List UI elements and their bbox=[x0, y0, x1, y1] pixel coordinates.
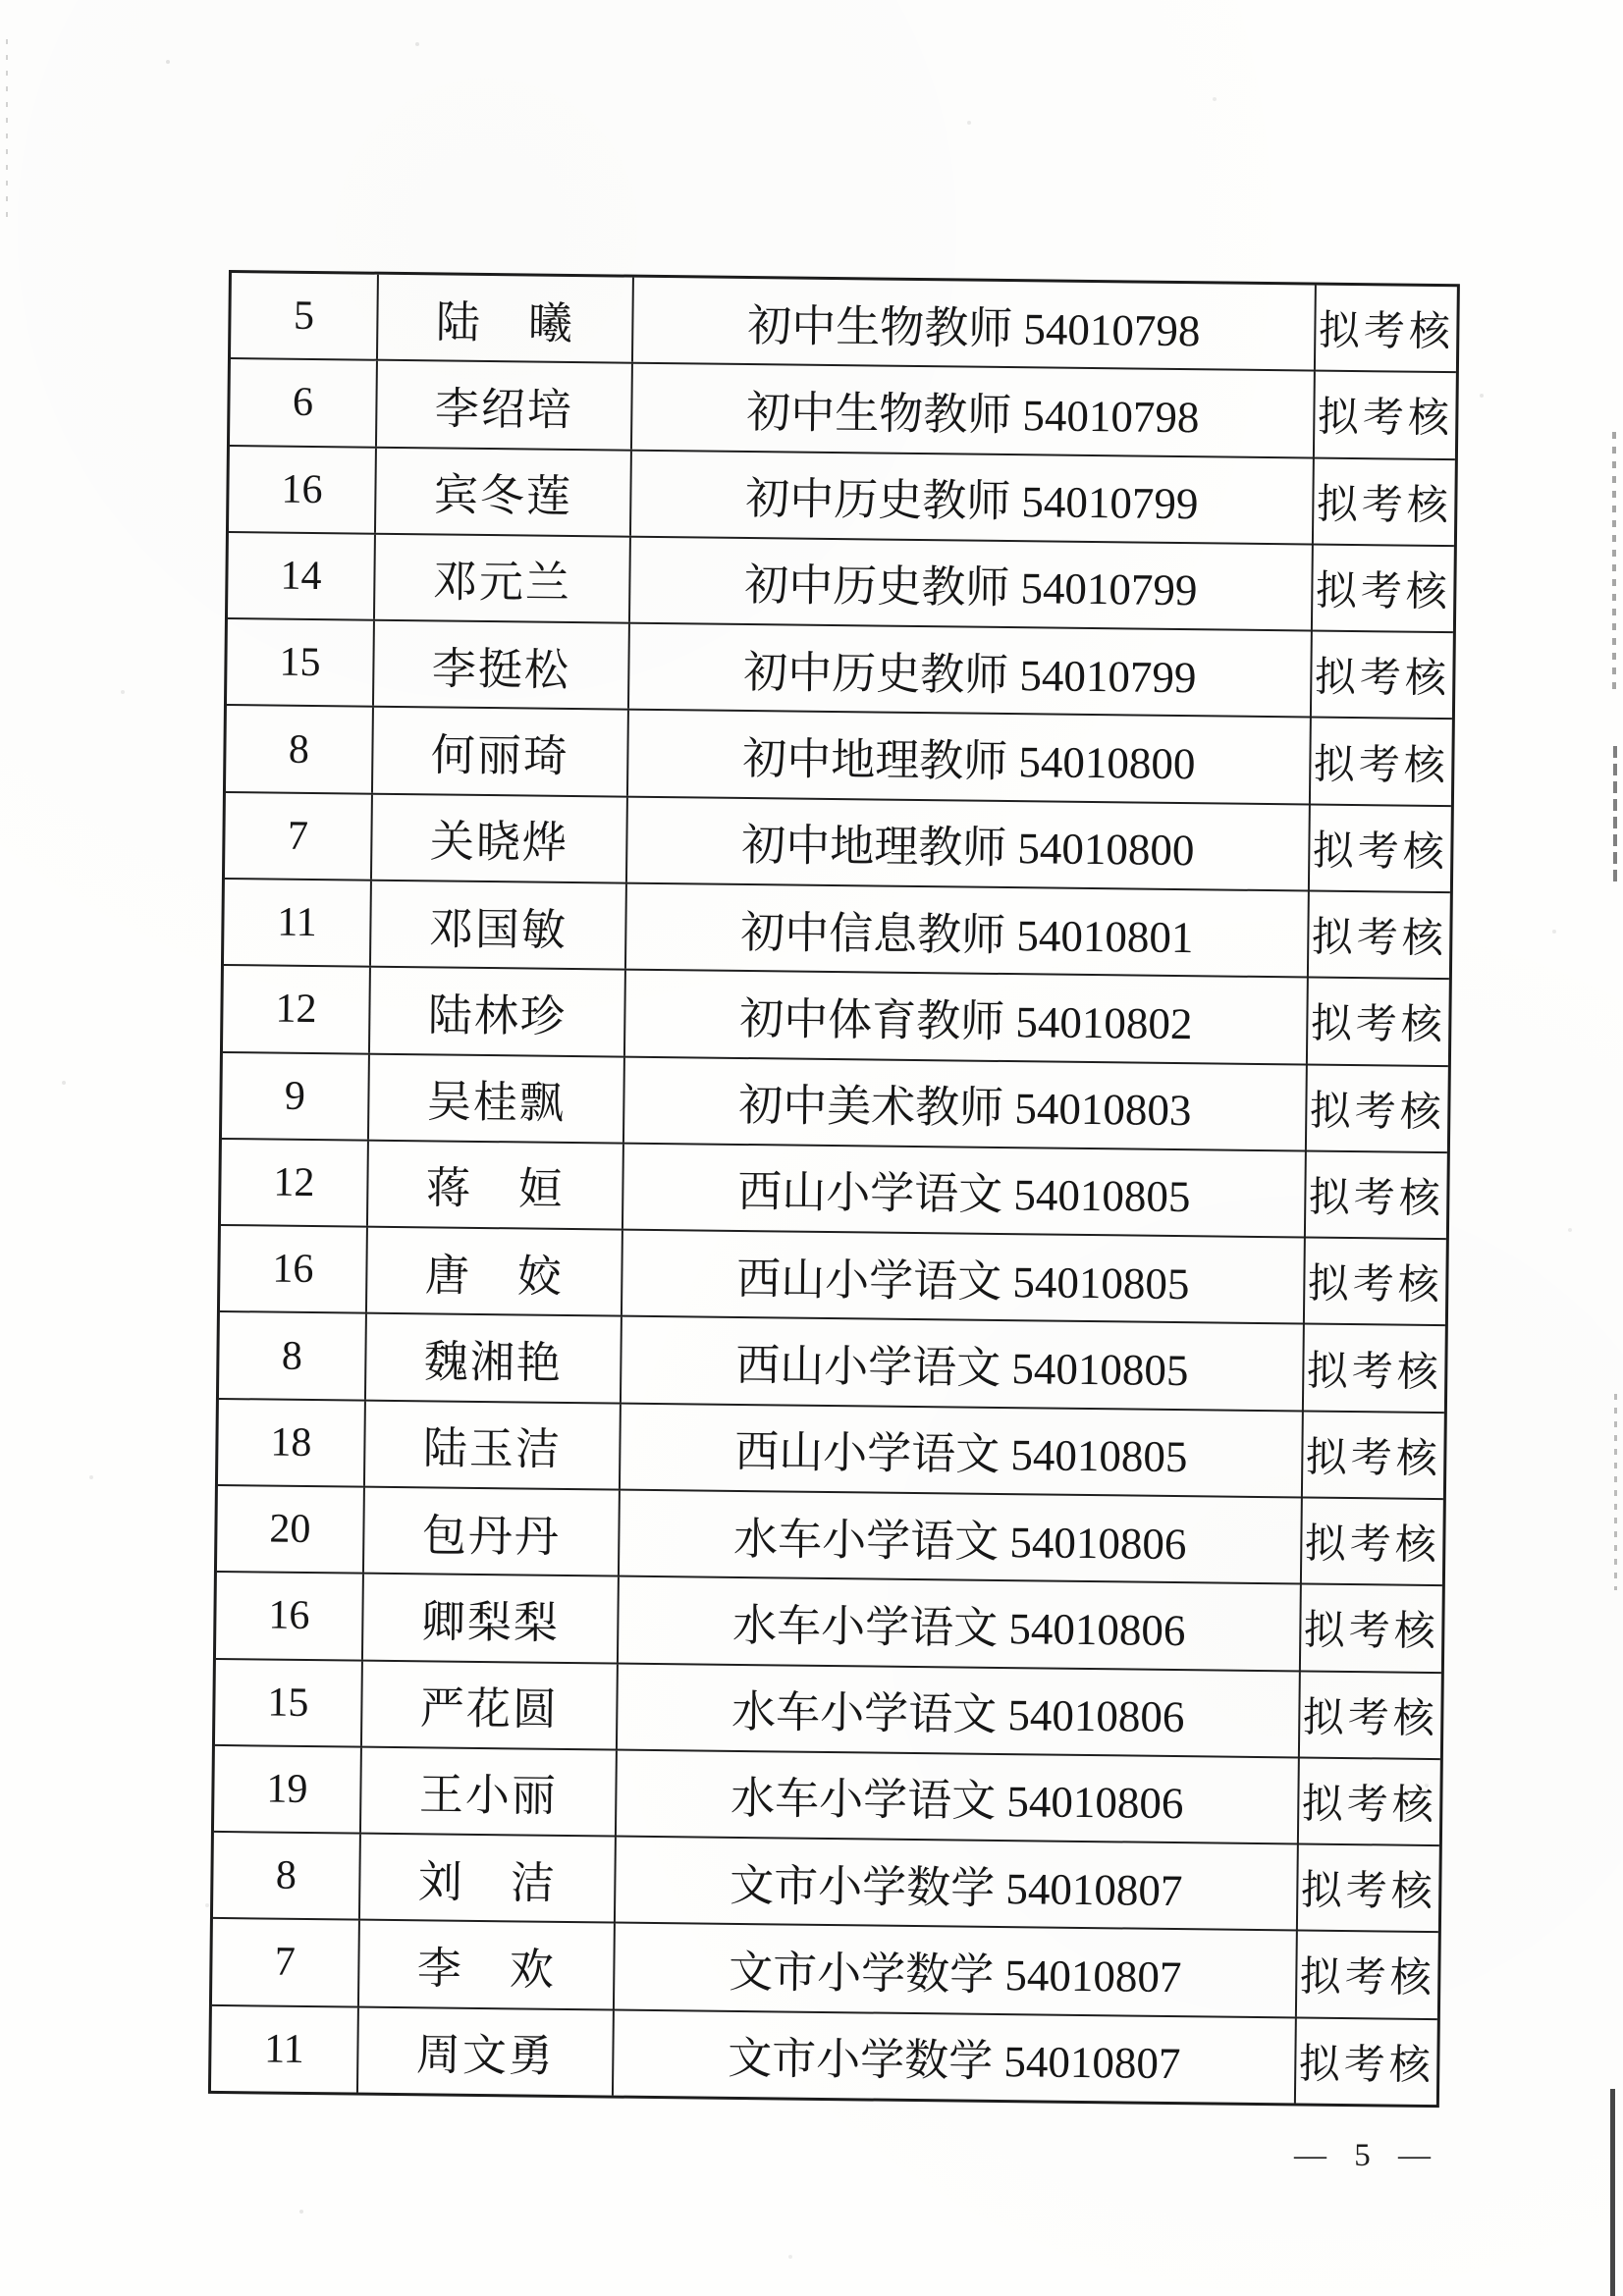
cell-rank: 16 bbox=[281, 466, 323, 512]
scan-artifact-right-dashes bbox=[1613, 746, 1617, 883]
cell-status: 拟考核 bbox=[1302, 1325, 1445, 1412]
cell-name: 包丹丹 bbox=[362, 1488, 619, 1575]
cell-name: 王小丽 bbox=[359, 1747, 616, 1835]
table-row bbox=[211, 2004, 1437, 2105]
cell-name: 李绍培 bbox=[375, 361, 631, 449]
cell-status: 拟考核 bbox=[1305, 1065, 1448, 1151]
cell-status: 拟考核 bbox=[1296, 1845, 1439, 1932]
scan-artifact-right-dashes bbox=[1614, 1394, 1617, 1590]
page-number: — 5 — bbox=[1294, 2138, 1440, 2173]
cell-name: 吴桂飘 bbox=[367, 1054, 623, 1142]
cell-status: 拟考核 bbox=[1313, 372, 1456, 458]
cell-position: 西山小学语文 54010805 bbox=[620, 1317, 1303, 1410]
cell-status: 拟考核 bbox=[1311, 545, 1454, 631]
cell-status: 拟考核 bbox=[1307, 891, 1450, 978]
cell-position: 文市小学数学 54010807 bbox=[612, 2010, 1295, 2103]
table-row bbox=[217, 1484, 1443, 1584]
cell-status: 拟考核 bbox=[1295, 1932, 1438, 2018]
table-row bbox=[230, 357, 1456, 457]
cell-rank: 8 bbox=[275, 1852, 298, 1899]
cell-rank: 8 bbox=[288, 726, 310, 773]
cell-position: 水车小学语文 54010806 bbox=[615, 1750, 1298, 1842]
cell-name: 邓国敏 bbox=[369, 881, 625, 969]
scan-artifact-right-bar bbox=[1610, 2089, 1615, 2296]
table-row bbox=[229, 445, 1455, 545]
cell-name: 陆 曦 bbox=[376, 275, 632, 362]
cell-rank: 5 bbox=[293, 293, 315, 340]
cell-rank: 15 bbox=[279, 639, 321, 686]
table-row bbox=[228, 531, 1454, 631]
cell-position: 水车小学语文 54010806 bbox=[616, 1664, 1299, 1756]
cell-name: 唐 姣 bbox=[365, 1228, 622, 1315]
cell-position: 西山小学语文 54010805 bbox=[619, 1404, 1302, 1496]
table-row bbox=[225, 791, 1451, 891]
cell-name: 蒋 姮 bbox=[366, 1141, 622, 1228]
cell-rank: 8 bbox=[281, 1333, 303, 1379]
cell-rank: 18 bbox=[270, 1419, 312, 1466]
cell-name: 李 欢 bbox=[357, 1921, 614, 2008]
table-row bbox=[227, 617, 1453, 718]
table-row bbox=[231, 273, 1457, 371]
table-row bbox=[216, 1571, 1442, 1671]
cell-status: 拟考核 bbox=[1303, 1239, 1446, 1325]
cell-position: 初中历史教师 54010799 bbox=[627, 624, 1311, 717]
cell-rank: 7 bbox=[274, 1940, 297, 1986]
cell-status: 拟考核 bbox=[1304, 1151, 1447, 1238]
cell-status: 拟考核 bbox=[1294, 2018, 1437, 2105]
cell-rank: 15 bbox=[267, 1680, 309, 1726]
cell-name: 李挺松 bbox=[372, 621, 628, 709]
cell-rank: 14 bbox=[280, 553, 322, 600]
cell-name: 魏湘艳 bbox=[364, 1314, 621, 1402]
cell-position: 初中历史教师 54010799 bbox=[628, 537, 1312, 629]
cell-rank: 20 bbox=[269, 1506, 311, 1553]
cell-name: 宾冬莲 bbox=[374, 448, 630, 535]
cell-position: 西山小学语文 54010805 bbox=[622, 1144, 1305, 1236]
table-row bbox=[222, 1051, 1448, 1151]
table-row bbox=[213, 1831, 1439, 1931]
cell-rank: 12 bbox=[273, 1159, 315, 1206]
cell-status: 拟考核 bbox=[1310, 632, 1453, 719]
table-row bbox=[220, 1224, 1446, 1324]
cell-rank: 9 bbox=[284, 1073, 306, 1119]
cell-rank: 12 bbox=[275, 986, 317, 1033]
cell-status: 拟考核 bbox=[1298, 1672, 1441, 1758]
scan-artifact-right-dashes bbox=[1612, 432, 1616, 697]
paper-speckles bbox=[0, 0, 2, 2]
cell-position: 初中生物教师 54010798 bbox=[631, 278, 1315, 370]
cell-name: 周文勇 bbox=[356, 2007, 613, 2095]
table-row bbox=[212, 1917, 1438, 2017]
cell-rank: 6 bbox=[292, 380, 314, 426]
cell-name: 卿梨梨 bbox=[361, 1575, 618, 1662]
cell-rank: 16 bbox=[272, 1246, 314, 1293]
cell-rank: 11 bbox=[276, 899, 317, 946]
cell-position: 初中信息教师 54010801 bbox=[624, 884, 1308, 977]
cell-position: 初中美术教师 54010803 bbox=[622, 1057, 1306, 1149]
cell-position: 西山小学语文 54010805 bbox=[621, 1231, 1304, 1323]
cell-name: 陆玉洁 bbox=[363, 1401, 620, 1488]
cell-status: 拟考核 bbox=[1312, 458, 1455, 545]
cell-status: 拟考核 bbox=[1309, 719, 1452, 805]
cell-position: 水车小学语文 54010806 bbox=[618, 1491, 1301, 1583]
cell-rank: 7 bbox=[287, 813, 309, 859]
cell-status: 拟考核 bbox=[1306, 979, 1449, 1065]
cell-rank: 11 bbox=[263, 2026, 304, 2072]
table-row bbox=[215, 1657, 1441, 1757]
table-row bbox=[219, 1310, 1445, 1411]
cell-name: 陆林珍 bbox=[368, 968, 624, 1055]
cell-rank: 19 bbox=[266, 1766, 308, 1812]
cell-status: 拟考核 bbox=[1314, 286, 1457, 372]
cell-position: 文市小学数学 54010807 bbox=[614, 1838, 1297, 1930]
table-row bbox=[223, 964, 1449, 1064]
cell-name: 何丽琦 bbox=[371, 708, 627, 795]
cell-status: 拟考核 bbox=[1300, 1498, 1443, 1584]
cell-name: 刘 洁 bbox=[358, 1835, 615, 1922]
cell-name: 关晓烨 bbox=[370, 794, 626, 881]
cell-name: 严花圆 bbox=[360, 1661, 617, 1748]
table-row bbox=[224, 878, 1450, 978]
table-row bbox=[214, 1744, 1440, 1844]
cell-status: 拟考核 bbox=[1308, 805, 1451, 891]
table-row bbox=[221, 1138, 1447, 1238]
table-row bbox=[226, 704, 1452, 804]
cell-position: 初中体育教师 54010802 bbox=[623, 971, 1307, 1063]
cell-position: 初中生物教师 54010798 bbox=[630, 364, 1314, 456]
cell-rank: 16 bbox=[268, 1592, 310, 1639]
cell-status: 拟考核 bbox=[1297, 1758, 1440, 1844]
cell-position: 初中地理教师 54010800 bbox=[625, 797, 1309, 889]
cell-name: 邓元兰 bbox=[373, 535, 629, 622]
scan-artifact-left-dashes bbox=[6, 39, 8, 226]
assessment-table bbox=[208, 270, 1460, 2108]
table-row bbox=[218, 1398, 1444, 1498]
cell-status: 拟考核 bbox=[1301, 1412, 1444, 1498]
cell-position: 初中地理教师 54010800 bbox=[626, 711, 1310, 803]
cell-position: 水车小学语文 54010806 bbox=[617, 1577, 1300, 1670]
cell-position: 初中历史教师 54010799 bbox=[629, 451, 1313, 543]
cell-status: 拟考核 bbox=[1299, 1585, 1442, 1672]
cell-position: 文市小学数学 54010807 bbox=[613, 1924, 1296, 2016]
